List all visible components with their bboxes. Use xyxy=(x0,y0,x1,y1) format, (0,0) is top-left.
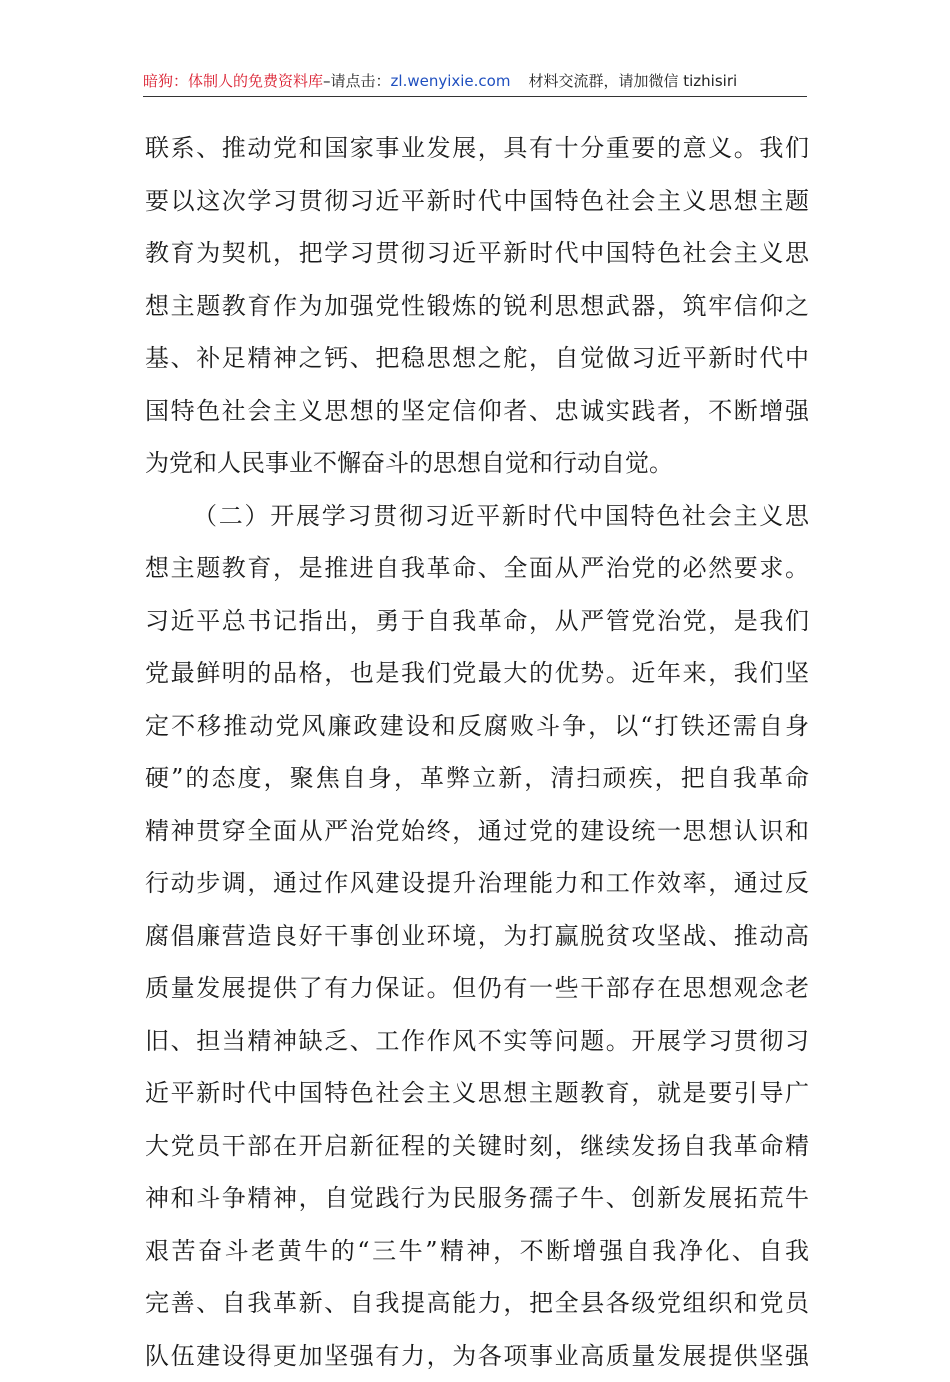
document-body xyxy=(145,122,809,1382)
header-group-note: 材料交流群，请加微信 tizhisiri xyxy=(528,72,737,90)
body-line: 队伍建设得更加坚强有力，为各项事业高质量发展提供坚强 xyxy=(145,1330,809,1382)
body-line: 联系、推动党和国家事业发展，具有十分重要的意义。我们 xyxy=(145,122,809,175)
body-line: 定不移推动党风廉政建设和反腐败斗争，以“打铁还需自身 xyxy=(145,700,809,753)
body-line: 国特色社会主义思想的坚定信仰者、忠诚实践者，不断增强 xyxy=(145,385,809,438)
body-line: 神和斗争精神，自觉践行为民服务孺子牛、创新发展拓荒牛 xyxy=(145,1172,809,1225)
header-url-link[interactable]: zl.wenyixie.com xyxy=(391,72,511,90)
body-line: 近平新时代中国特色社会主义思想主题教育，就是要引导广 xyxy=(145,1067,809,1120)
body-line: 教育为契机，把学习贯彻习近平新时代中国特色社会主义思 xyxy=(145,227,809,280)
body-line: 硬”的态度，聚焦自身，革弊立新，清扫顽疾，把自我革命 xyxy=(145,752,809,805)
body-line: 想主题教育作为加强党性锻炼的锐利思想武器，筑牢信仰之 xyxy=(145,280,809,333)
body-line: 为党和人民事业不懈奋斗的思想自觉和行动自觉。 xyxy=(145,437,809,490)
body-line: 质量发展提供了有力保证。但仍有一些干部存在思想观念老 xyxy=(145,962,809,1015)
body-line: 大党员干部在开启新征程的关键时刻，继续发扬自我革命精 xyxy=(145,1120,809,1173)
body-line: 艰苦奋斗老黄牛的“三牛”精神，不断增强自我净化、自我 xyxy=(145,1225,809,1278)
section-heading-line: （二）开展学习贯彻习近平新时代中国特色社会主义思 xyxy=(145,490,809,543)
body-line: 旧、担当精神缺乏、工作作风不实等问题。开展学习贯彻习 xyxy=(145,1015,809,1068)
body-line: 想主题教育，是推进自我革命、全面从严治党的必然要求。 xyxy=(145,542,809,595)
body-line: 精神贯穿全面从严治党始终，通过党的建设统一思想认识和 xyxy=(145,805,809,858)
body-line: 腐倡廉营造良好干事创业环境，为打赢脱贫攻坚战、推动高 xyxy=(145,910,809,963)
body-line: 行动步调，通过作风建设提升治理能力和工作效率，通过反 xyxy=(145,857,809,910)
body-line: 完善、自我革新、自我提高能力，把全县各级党组织和党员 xyxy=(145,1277,809,1330)
header-click-prompt: –请点击： xyxy=(323,72,391,90)
header-site-label: 暗狗：体制人的免费资料库 xyxy=(143,72,323,90)
body-line: 党最鲜明的品格，也是我们党最大的优势。近年来，我们坚 xyxy=(145,647,809,700)
body-line: 要以这次学习贯彻习近平新时代中国特色社会主义思想主题 xyxy=(145,175,809,228)
page-header xyxy=(143,70,807,97)
body-line: 基、补足精神之钙、把稳思想之舵，自觉做习近平新时代中 xyxy=(145,332,809,385)
body-line: 习近平总书记指出，勇于自我革命，从严管党治党，是我们 xyxy=(145,595,809,648)
